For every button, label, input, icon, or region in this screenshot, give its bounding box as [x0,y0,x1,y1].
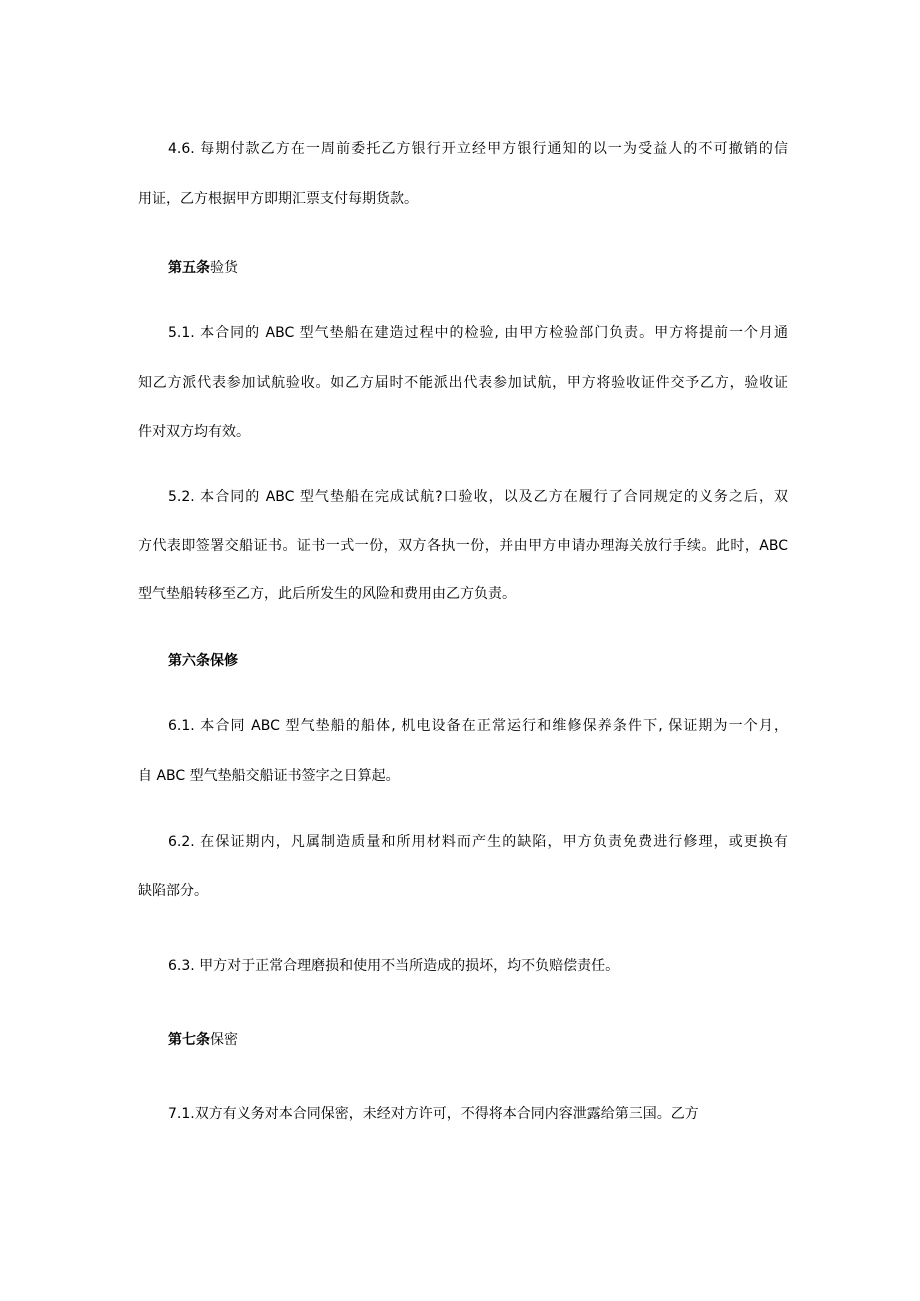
article-5-heading-rest: 验货 [210,260,238,276]
article-6-heading-bold: 第六条保修 [168,653,238,669]
article-7-heading-rest: 保密 [210,1032,238,1048]
para-4-6-line-1: 4.6. 每期付款乙方在一周前委托乙方银行开立经甲方银行通知的以一为受益人的不可撤销的信 [168,141,788,157]
article-5-heading [168,258,238,278]
para-5-1-line-1: 5.1. 本合同的 ABC 型气垫船在建造过程中的检验, 由甲方检验部门负责。甲方将提前一个月通 [168,325,788,341]
article-7-heading [168,1030,238,1050]
para-5-1-line-2: 知乙方派代表参加试航验收。如乙方届时不能派出代表参加试航，甲方将验收证件交予乙方，验收证 [138,375,788,391]
para-4-6-line-2: 用证，乙方根据甲方即期汇票支付每期货款。 [138,191,418,207]
para-5-1-line-3: 件对双方均有效。 [138,424,250,440]
para-5-2-line-1: 5.2. 本合同的 ABC 型气垫船在完成试航?口验收，以及乙方在履行了合同规定的义务之后，双 [168,489,788,505]
para-6-2-line-2: 缺陷部分。 [138,883,208,899]
article-7-heading-bold: 第七条 [168,1032,210,1048]
para-6-2-line-1: 6.2. 在保证期内，凡属制造质量和所用材料而产生的缺陷，甲方负责免费进行修理，或更换有 [168,834,788,850]
para-5-2-line-2: 方代表即签署交船证书。证书一式一份，双方各执一份，并由甲方申请办理海关放行手续。此时，ABC [138,538,788,554]
para-7-1-line-1: 7.1.双方有义务对本合同保密，未经对方许可，不得将本合同内容泄露给第三国。乙方 [168,1106,699,1122]
para-5-2-line-3: 型气垫船转移至乙方，此后所发生的风险和费用由乙方负责。 [138,586,516,602]
article-6-heading [168,651,238,671]
para-6-1-line-2: 自 ABC 型气垫船交船证书签字之日算起。 [138,768,400,784]
article-5-heading-bold: 第五条 [168,260,210,276]
para-6-3-line-1: 6.3. 甲方对于正常合理磨损和使用不当所造成的损坏，均不负赔偿责任。 [168,958,620,974]
para-6-1-line-1: 6.1. 本合同 ABC 型气垫船的船体, 机电设备在正常运行和维修保养条件下, 保证期为一个月， [168,718,788,734]
